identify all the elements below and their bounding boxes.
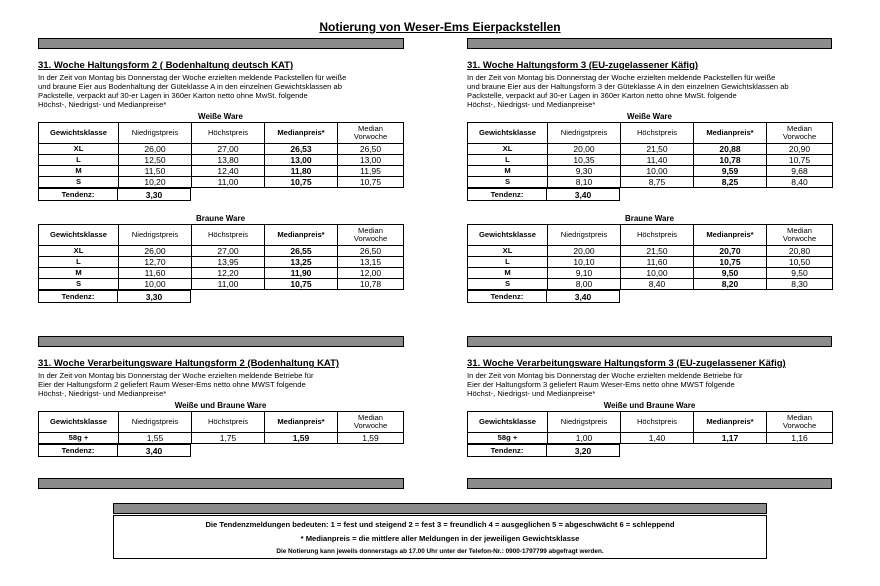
separator-bar xyxy=(113,503,767,514)
table-row xyxy=(39,433,404,444)
table-row xyxy=(39,144,404,155)
cell-niedrigstpreis: 20,00 xyxy=(548,144,621,155)
separator-bar xyxy=(467,336,832,347)
cell-gewichtsklasse: M xyxy=(468,166,548,177)
cell-hoechstpreis: 12,40 xyxy=(192,166,265,177)
intro-line: Eier der Haltungsform 3 geliefert Raum Weser-Ems netto ohne MWST folgende xyxy=(467,380,735,389)
cell-gewichtsklasse: L xyxy=(468,257,548,268)
cell-niedrigstpreis: 8,00 xyxy=(548,279,621,290)
header-hoechstpreis: Höchstpreis xyxy=(192,412,265,433)
header-gewichtsklasse: Gewichtsklasse xyxy=(468,412,548,433)
header-line: Median xyxy=(787,123,812,133)
header-niedrigstpreis: Niedrigstpreis xyxy=(119,225,192,246)
cell-niedrigstpreis: 11,50 xyxy=(119,166,192,177)
intro-line: Packstelle, verpackt auf 30-er Lagen in 360er Karton netto ohne MwSt. folgende xyxy=(38,91,308,100)
price-table-verarb xyxy=(467,411,833,444)
separator-bar xyxy=(467,478,832,489)
table-row xyxy=(468,433,833,444)
cell-median-vorwoche: 12,00 xyxy=(338,268,404,279)
table-row xyxy=(39,155,404,166)
cell-gewichtsklasse: 58g + xyxy=(39,433,119,444)
header-median-vorwoche xyxy=(767,123,833,144)
cell-niedrigstpreis: 10,35 xyxy=(548,155,621,166)
cell-hoechstpreis: 11,60 xyxy=(621,257,694,268)
header-gewichtsklasse: Gewichtsklasse xyxy=(468,123,548,144)
tendenz-row xyxy=(38,290,191,303)
cell-medianpreis: 10,75 xyxy=(265,177,338,188)
cell-gewichtsklasse: M xyxy=(468,268,548,279)
table-row xyxy=(39,166,404,177)
cell-medianpreis: 8,20 xyxy=(694,279,767,290)
header-median-vorwoche xyxy=(338,412,404,433)
table-row xyxy=(39,246,404,257)
tendenz-value: 3,30 xyxy=(118,189,191,201)
cell-gewichtsklasse: L xyxy=(39,257,119,268)
table-row xyxy=(39,268,404,279)
section-title: 31. Woche Verarbeitungsware Haltungsform 2 (Bodenhaltung KAT) xyxy=(38,358,340,369)
cell-medianpreis: 10,75 xyxy=(265,279,338,290)
cell-medianpreis: 26,55 xyxy=(265,246,338,257)
cell-hoechstpreis: 11,00 xyxy=(192,177,265,188)
tendenz-row xyxy=(38,188,191,201)
table-caption: Weiße und Braune Ware xyxy=(174,401,267,410)
tendenz-row xyxy=(38,444,191,457)
table-row xyxy=(468,166,833,177)
intro-line: Höchst-, Niedrigst- und Medianpreise* xyxy=(38,100,167,109)
cell-medianpreis: 11,80 xyxy=(265,166,338,177)
cell-hoechstpreis: 21,50 xyxy=(621,144,694,155)
right-column xyxy=(467,60,832,303)
header-niedrigstpreis: Niedrigstpreis xyxy=(548,412,621,433)
cell-median-vorwoche: 11,95 xyxy=(338,166,404,177)
intro-line: Packstelle, verpackt auf 30-er Lagen in 360er Karton netto ohne MwSt. folgende xyxy=(467,91,737,100)
tendenz-value: 3,30 xyxy=(118,291,191,303)
tendenz-row xyxy=(467,188,620,201)
cell-hoechstpreis: 11,40 xyxy=(621,155,694,166)
price-table-weiss xyxy=(38,122,404,188)
header-line: Median xyxy=(358,123,383,133)
header-line: Median xyxy=(358,412,383,422)
legend-median: * Medianpreis = die mittlere aller Meldungen in der jeweiligen Gewichtsklasse xyxy=(300,534,580,543)
header-medianpreis: Medianpreis* xyxy=(694,225,767,246)
intro-line: Höchst-, Niedrigst- und Medianpreise* xyxy=(467,100,596,109)
separator-bar xyxy=(467,38,832,49)
tendenz-value: 3,40 xyxy=(547,189,620,201)
separator-bar xyxy=(38,336,404,347)
price-table-verarb xyxy=(38,411,404,444)
cell-niedrigstpreis: 10,20 xyxy=(119,177,192,188)
table-row xyxy=(468,279,833,290)
header-line: Vorwoche xyxy=(353,132,388,141)
cell-hoechstpreis: 10,00 xyxy=(621,166,694,177)
header-niedrigstpreis: Niedrigstpreis xyxy=(548,123,621,144)
table-caption: Weiße und Braune Ware xyxy=(603,401,696,410)
header-median-vorwoche xyxy=(767,412,833,433)
header-hoechstpreis: Höchstpreis xyxy=(621,412,694,433)
cell-hoechstpreis: 10,00 xyxy=(621,268,694,279)
tendenz-value: 3,40 xyxy=(118,445,191,457)
cell-hoechstpreis: 8,75 xyxy=(621,177,694,188)
cell-gewichtsklasse: M xyxy=(39,166,119,177)
cell-hoechstpreis: 8,40 xyxy=(621,279,694,290)
header-gewichtsklasse: Gewichtsklasse xyxy=(39,123,119,144)
cell-median-vorwoche: 9,50 xyxy=(767,268,833,279)
cell-hoechstpreis: 12,20 xyxy=(192,268,265,279)
tendenz-row xyxy=(467,444,620,457)
legend-telefon: Die Notierung kann jeweils donnerstags ab 17.00 Uhr unter der Telefon-Nr.: 0900-1797799 abgefragt werden. xyxy=(276,548,604,555)
header-median-vorwoche xyxy=(767,225,833,246)
cell-gewichtsklasse: XL xyxy=(39,144,119,155)
intro-line: und braune Eier aus der Haltungsform 3 der Güteklasse A in den einzelnen Gewichtsklassen ab xyxy=(467,82,789,91)
header-median-vorwoche xyxy=(338,123,404,144)
separator-bar xyxy=(38,478,404,489)
section-title: 31. Woche Verarbeitungsware Haltungsform 3 (EU-zugelassener Käfig) xyxy=(467,358,786,369)
cell-median-vorwoche: 13,15 xyxy=(338,257,404,268)
table-header-row xyxy=(468,123,833,144)
cell-niedrigstpreis: 1,00 xyxy=(548,433,621,444)
cell-gewichtsklasse: L xyxy=(39,155,119,166)
intro-line: Höchst-, Niedrigst- und Medianpreise* xyxy=(38,389,167,398)
price-table-weiss xyxy=(467,122,833,188)
tendenz-label: Tendenz: xyxy=(468,445,547,457)
cell-medianpreis: 13,00 xyxy=(265,155,338,166)
tendenz-label: Tendenz: xyxy=(468,291,547,303)
page-title: Notierung von Weser-Ems Eierpackstellen xyxy=(319,20,561,34)
intro-line: Höchst-, Niedrigst- und Medianpreise* xyxy=(467,389,596,398)
header-hoechstpreis: Höchstpreis xyxy=(192,123,265,144)
cell-gewichtsklasse: S xyxy=(468,279,548,290)
cell-niedrigstpreis: 11,60 xyxy=(119,268,192,279)
cell-niedrigstpreis: 12,50 xyxy=(119,155,192,166)
header-medianpreis: Medianpreis* xyxy=(694,412,767,433)
table-row xyxy=(468,268,833,279)
header-line: Median xyxy=(358,225,383,235)
tendenz-label: Tendenz: xyxy=(39,445,118,457)
header-niedrigstpreis: Niedrigstpreis xyxy=(119,123,192,144)
header-hoechstpreis: Höchstpreis xyxy=(192,225,265,246)
cell-niedrigstpreis: 1,55 xyxy=(119,433,192,444)
table-row xyxy=(39,257,404,268)
table-header-row xyxy=(39,412,404,433)
intro-line: In der Zeit von Montag bis Donnerstag der Woche erzielten meldende Betriebe für xyxy=(38,371,314,380)
cell-medianpreis: 13,25 xyxy=(265,257,338,268)
cell-niedrigstpreis: 26,00 xyxy=(119,144,192,155)
cell-median-vorwoche: 8,30 xyxy=(767,279,833,290)
cell-median-vorwoche: 20,80 xyxy=(767,246,833,257)
table-header-row xyxy=(39,225,404,246)
tendenz-row xyxy=(467,290,620,303)
cell-niedrigstpreis: 8,10 xyxy=(548,177,621,188)
table-row xyxy=(468,257,833,268)
section-intro xyxy=(38,371,403,398)
header-line: Vorwoche xyxy=(353,421,388,430)
cell-median-vorwoche: 10,75 xyxy=(338,177,404,188)
tendenz-value: 3,20 xyxy=(547,445,620,457)
cell-medianpreis: 9,59 xyxy=(694,166,767,177)
cell-gewichtsklasse: XL xyxy=(39,246,119,257)
cell-gewichtsklasse: XL xyxy=(468,246,548,257)
cell-niedrigstpreis: 10,00 xyxy=(119,279,192,290)
header-medianpreis: Medianpreis* xyxy=(265,123,338,144)
table-row xyxy=(468,144,833,155)
cell-niedrigstpreis: 9,30 xyxy=(548,166,621,177)
intro-line: In der Zeit von Montag bis Donnerstag der Woche erzielten meldende Packstellen für weiße xyxy=(467,73,776,82)
header-medianpreis: Medianpreis* xyxy=(694,123,767,144)
cell-gewichtsklasse: M xyxy=(39,268,119,279)
table-row xyxy=(468,177,833,188)
cell-medianpreis: 10,78 xyxy=(694,155,767,166)
table-header-row xyxy=(468,225,833,246)
table-row xyxy=(39,279,404,290)
header-line: Vorwoche xyxy=(782,234,817,243)
table-row xyxy=(468,246,833,257)
left-column xyxy=(38,60,403,303)
cell-hoechstpreis: 27,00 xyxy=(192,246,265,257)
price-table-braun xyxy=(467,224,833,290)
cell-medianpreis: 9,50 xyxy=(694,268,767,279)
tendenz-label: Tendenz: xyxy=(39,189,118,201)
cell-hoechstpreis: 1,40 xyxy=(621,433,694,444)
cell-medianpreis: 1,59 xyxy=(265,433,338,444)
table-header-row xyxy=(468,412,833,433)
cell-median-vorwoche: 1,59 xyxy=(338,433,404,444)
cell-niedrigstpreis: 9,10 xyxy=(548,268,621,279)
cell-gewichtsklasse: S xyxy=(468,177,548,188)
section-intro xyxy=(38,73,403,109)
cell-hoechstpreis: 13,95 xyxy=(192,257,265,268)
header-hoechstpreis: Höchstpreis xyxy=(621,123,694,144)
cell-niedrigstpreis: 10,10 xyxy=(548,257,621,268)
cell-medianpreis: 10,75 xyxy=(694,257,767,268)
intro-line: Eier der Haltungsform 2 geliefert Raum Weser-Ems netto ohne MWST folgende xyxy=(38,380,306,389)
header-line: Vorwoche xyxy=(782,132,817,141)
cell-median-vorwoche: 26,50 xyxy=(338,246,404,257)
cell-hoechstpreis: 1,75 xyxy=(192,433,265,444)
cell-hoechstpreis: 21,50 xyxy=(621,246,694,257)
header-niedrigstpreis: Niedrigstpreis xyxy=(548,225,621,246)
cell-niedrigstpreis: 12,70 xyxy=(119,257,192,268)
intro-line: In der Zeit von Montag bis Donnerstag der Woche erzielten meldende Betriebe für xyxy=(467,371,743,380)
table-header-row xyxy=(39,123,404,144)
cell-medianpreis: 20,70 xyxy=(694,246,767,257)
section-intro xyxy=(467,73,832,109)
cell-gewichtsklasse: S xyxy=(39,177,119,188)
header-line: Vorwoche xyxy=(782,421,817,430)
right-verarb-column xyxy=(467,358,832,457)
price-table-braun xyxy=(38,224,404,290)
cell-medianpreis: 8,25 xyxy=(694,177,767,188)
cell-medianpreis: 26,53 xyxy=(265,144,338,155)
table-caption: Weiße Ware xyxy=(627,112,672,121)
cell-median-vorwoche: 10,78 xyxy=(338,279,404,290)
table-row xyxy=(468,155,833,166)
header-line: Median xyxy=(787,225,812,235)
tendenz-label: Tendenz: xyxy=(468,189,547,201)
header-medianpreis: Medianpreis* xyxy=(265,412,338,433)
cell-hoechstpreis: 13,80 xyxy=(192,155,265,166)
cell-median-vorwoche: 10,75 xyxy=(767,155,833,166)
header-gewichtsklasse: Gewichtsklasse xyxy=(39,225,119,246)
cell-gewichtsklasse: 58g + xyxy=(468,433,548,444)
legend-tendenz: Die Tendenzmeldungen bedeuten: 1 = fest und steigend 2 = fest 3 = freundlich 4 = ausgeglichen 5 = abgeschwächt 6 = schleppend xyxy=(205,520,675,529)
cell-median-vorwoche: 20,90 xyxy=(767,144,833,155)
cell-gewichtsklasse: L xyxy=(468,155,548,166)
table-caption: Braune Ware xyxy=(195,214,246,223)
section-title: 31. Woche Haltungsform 3 (EU-zugelassener Käfig) xyxy=(467,60,699,71)
cell-median-vorwoche: 26,50 xyxy=(338,144,404,155)
header-niedrigstpreis: Niedrigstpreis xyxy=(119,412,192,433)
cell-median-vorwoche: 13,00 xyxy=(338,155,404,166)
cell-niedrigstpreis: 26,00 xyxy=(119,246,192,257)
header-hoechstpreis: Höchstpreis xyxy=(621,225,694,246)
tendenz-value: 3,40 xyxy=(547,291,620,303)
separator-bar xyxy=(38,38,404,49)
header-gewichtsklasse: Gewichtsklasse xyxy=(39,412,119,433)
cell-median-vorwoche: 8,40 xyxy=(767,177,833,188)
cell-medianpreis: 20,88 xyxy=(694,144,767,155)
table-caption: Braune Ware xyxy=(624,214,675,223)
cell-gewichtsklasse: S xyxy=(39,279,119,290)
header-median-vorwoche xyxy=(338,225,404,246)
table-caption: Weiße Ware xyxy=(198,112,243,121)
legend-box xyxy=(113,515,767,559)
cell-gewichtsklasse: XL xyxy=(468,144,548,155)
table-row xyxy=(39,177,404,188)
header-line: Vorwoche xyxy=(353,234,388,243)
intro-line: und braune Eier aus Bodenhaltung der Güteklasse A in den einzelnen Gewichtsklassen ab xyxy=(38,82,342,91)
header-gewichtsklasse: Gewichtsklasse xyxy=(468,225,548,246)
intro-line: In der Zeit von Montag bis Donnerstag der Woche erzielten meldende Packstellen für weiße xyxy=(38,73,347,82)
cell-median-vorwoche: 1,16 xyxy=(767,433,833,444)
cell-medianpreis: 1,17 xyxy=(694,433,767,444)
cell-hoechstpreis: 27,00 xyxy=(192,144,265,155)
section-title: 31. Woche Haltungsform 2 ( Bodenhaltung deutsch KAT) xyxy=(38,60,294,71)
header-medianpreis: Medianpreis* xyxy=(265,225,338,246)
cell-hoechstpreis: 11,00 xyxy=(192,279,265,290)
cell-medianpreis: 11,90 xyxy=(265,268,338,279)
cell-median-vorwoche: 9,68 xyxy=(767,166,833,177)
cell-median-vorwoche: 10,50 xyxy=(767,257,833,268)
tendenz-label: Tendenz: xyxy=(39,291,118,303)
header-line: Median xyxy=(787,412,812,422)
cell-niedrigstpreis: 20,00 xyxy=(548,246,621,257)
section-intro xyxy=(467,371,832,398)
left-verarb-column xyxy=(38,358,403,457)
